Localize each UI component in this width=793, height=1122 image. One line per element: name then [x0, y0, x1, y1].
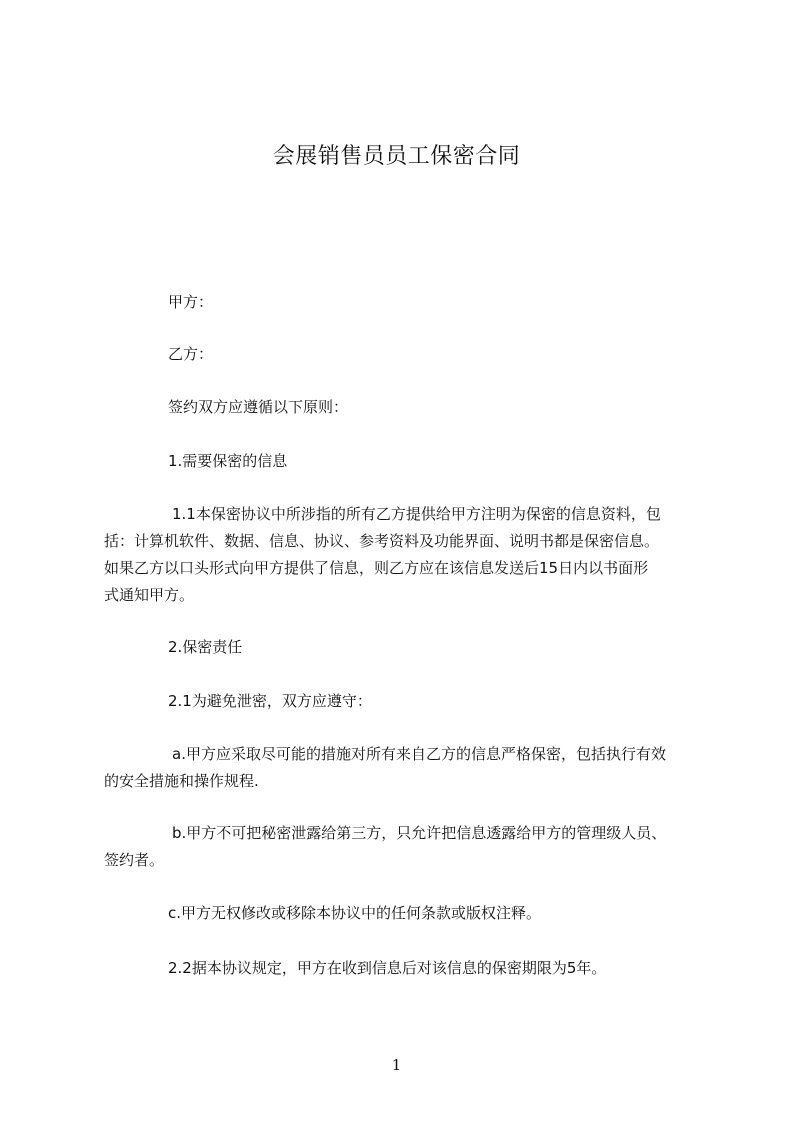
clause-1-1-line: 式通知甲方。: [104, 586, 195, 604]
clause-2-1: 2.1为避免泄密，双方应遵守：: [168, 692, 372, 710]
clause-2-1-b-line: b.甲方不可把秘密泄露给第三方，只允许把信息透露给甲方的管理级人员、: [172, 824, 667, 842]
page-number: 1: [391, 1056, 402, 1074]
clause-1-1-line: 如果乙方以口头形式向甲方提供了信息，则乙方应在该信息发送后15日内以书面形: [104, 559, 649, 577]
clause-1-1: [104, 501, 714, 609]
clause-2-1-a-line: 的安全措施和操作规程.: [104, 772, 259, 790]
section-1-heading: 1.需要保密的信息: [168, 452, 288, 470]
clause-1-1-line: 1.1本保密协议中所涉指的所有乙方提供给甲方注明为保密的信息资料，包: [172, 505, 661, 523]
party-a-label: 甲方：: [168, 293, 214, 311]
document-title: 会展销售员员工保密合同: [272, 144, 521, 169]
party-b-label: 乙方：: [168, 345, 214, 363]
clause-2-2: 2.2据本协议规定，甲方在收到信息后对该信息的保密期限为5年。: [168, 959, 607, 977]
clause-2-1-a-line: a.甲方应采取尽可能的措施对所有来自乙方的信息严格保密，包括执行有效: [172, 745, 666, 763]
clause-2-1-a: [104, 741, 714, 795]
clause-2-1-b-line: 签约者。: [104, 851, 165, 869]
principles-statement: 签约双方应遵循以下原则：: [168, 398, 349, 416]
clause-2-1-b: [104, 820, 714, 874]
clause-2-1-c: c.甲方无权修改或移除本协议中的任何条款或版权注释。: [168, 904, 542, 922]
clause-1-1-line: 括：计算机软件、数据、信息、协议、参考资料及功能界面、说明书都是保密信息。: [104, 532, 660, 550]
section-2-heading: 2.保密责任: [168, 638, 243, 656]
